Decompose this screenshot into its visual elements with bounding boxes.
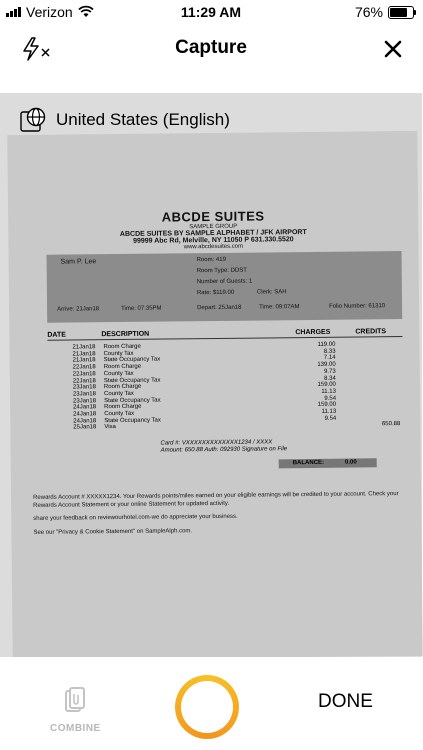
clerk: Clerk: SAH (256, 289, 287, 296)
col-credits: CREDITS (355, 328, 387, 336)
row-charge: 9.54 (324, 415, 337, 422)
row-desc: Room Charge (103, 383, 142, 391)
col-date: DATE (47, 331, 66, 339)
guest-count: Number of Guests: 1 (196, 278, 253, 286)
combine-icon (63, 687, 87, 715)
row-charge: 159.00 (317, 402, 337, 409)
status-right (355, 4, 414, 20)
row-charge: 8.34 (324, 375, 336, 382)
hotel-group: SAMPLE GROUP (189, 223, 238, 231)
hotel-address: 99999 Abc Rd, Melville, NY 11050 P 631.330.5520 (133, 236, 294, 245)
row-desc: State Occupancy Tax (104, 417, 161, 424)
document-photo (7, 131, 422, 660)
row-desc: State Occupancy Tax (103, 377, 161, 384)
row-desc: County Tax (104, 410, 135, 418)
row-charge: 8.33 (323, 348, 336, 355)
balance-bar (279, 458, 377, 468)
col-charges: CHARGES (295, 328, 331, 337)
hotel-name: ABCDE SUITES (161, 208, 265, 225)
guest-info-box (47, 251, 403, 323)
feedback-note: share your feedback on reviewourhotel.com-we do appreciate your business. (33, 513, 238, 522)
row-desc: Room Charge (103, 363, 142, 371)
shutter-button[interactable] (175, 675, 239, 739)
room-number: Room: 419 (196, 256, 226, 264)
card-line: Card #: VXXXXXXXXXXXXX1234 / XXXX (160, 439, 273, 447)
row-date: 24Jan18 (73, 417, 97, 425)
row-charge: 11.13 (321, 408, 337, 415)
row-desc: State Occupancy Tax (103, 356, 161, 364)
row-date: 22Jan18 (72, 371, 96, 378)
row-charge: 9.73 (324, 368, 336, 375)
rewards-note: Rewards Account # XXXXX1234. Your Rewards points/miles earned on your eligible earnings will be credited to your account. Check your Rewards Account Statement or your online Statement for updated activity. (33, 491, 399, 509)
row-charge: 139.00 (317, 361, 336, 369)
row-date: 22Jan18 (72, 377, 96, 385)
language-selector[interactable] (20, 107, 230, 133)
combine-label: COMBINE (50, 723, 101, 734)
row-date: 23Jan18 (72, 384, 96, 391)
row-credit: 650.88 (381, 421, 401, 428)
row-date: 21Jan18 (72, 344, 96, 351)
globe-icon (20, 107, 46, 133)
row-charge: 7.14 (323, 355, 336, 362)
row-charge: 9.54 (324, 395, 337, 402)
room-rate: Rate: $119.00 (196, 289, 235, 297)
status-bar (0, 0, 422, 24)
card-info (160, 439, 287, 454)
arrive-date: Arrive: 21Jan18 (57, 306, 100, 313)
nav-bar (0, 24, 422, 74)
row-desc: County Tax (103, 370, 134, 377)
col-description: DESCRIPTION (101, 330, 150, 339)
row-charge: 119.00 (317, 341, 336, 348)
battery-fill (390, 8, 407, 17)
row-desc: County Tax (103, 390, 134, 398)
carrier: Verizon (26, 4, 73, 20)
row-date: 25Jan18 (73, 424, 97, 431)
rows-description (103, 344, 161, 432)
rows-credits (359, 341, 400, 429)
row-charge: 11.13 (321, 388, 336, 395)
guest-name: Sam P. Lee (60, 258, 97, 266)
privacy-note: See our "Privacy & Cookie Statement" on SampleAlph.com. (33, 527, 193, 536)
row-date: 24Jan18 (73, 411, 97, 418)
rows-date (49, 344, 96, 432)
row-desc: Room Charge (104, 404, 142, 411)
row-date: 24Jan18 (73, 404, 97, 411)
hotel-subtitle: ABCDE SUITES BY SAMPLE ALPHABET / JFK AIRPORT (119, 229, 307, 238)
row-desc: Room Charge (103, 343, 141, 351)
hotel-website: www.abcdesuites.com (183, 243, 244, 251)
camera-preview[interactable] (0, 93, 422, 657)
row-desc: State Occupancy Tax (104, 397, 161, 404)
row-desc: Visa (104, 424, 116, 431)
depart-date: Depart: 25Jan18 (197, 304, 242, 312)
battery-icon (388, 6, 414, 19)
row-date: 23Jan18 (72, 397, 97, 405)
combine-button[interactable] (50, 687, 100, 734)
document-header (8, 207, 418, 252)
document-notes (33, 491, 413, 543)
row-date: 21Jan18 (72, 350, 96, 358)
done-button[interactable]: DONE (318, 691, 373, 712)
arrive-time: Time: 07:35PM (121, 305, 162, 312)
amount-line: Amount: 650.88 Auth: 092930 Signature on File (160, 446, 288, 454)
row-charge: 159.00 (317, 381, 336, 389)
language-label: United States (English) (56, 110, 230, 129)
row-date: 22Jan18 (72, 364, 96, 371)
balance-value: 0.00 (344, 459, 357, 466)
close-icon[interactable] (380, 36, 406, 62)
page-title: Capture (175, 37, 247, 58)
balance-label: BALANCE: (292, 459, 325, 467)
row-desc: County Tax (103, 350, 134, 357)
folio-number: Folio Number: 61310 (329, 303, 386, 310)
room-type: Room Type: DDST (196, 267, 247, 275)
bottom-bar (0, 657, 422, 750)
row-charge (300, 422, 336, 429)
battery-percent: 76% (354, 4, 383, 20)
row-date: 21Jan18 (72, 357, 96, 364)
status-time: 11:29 AM (180, 4, 242, 20)
row-date: 23Jan18 (72, 391, 97, 398)
rows-charges (299, 342, 336, 430)
depart-time: Time: 09:07AM (259, 304, 300, 311)
